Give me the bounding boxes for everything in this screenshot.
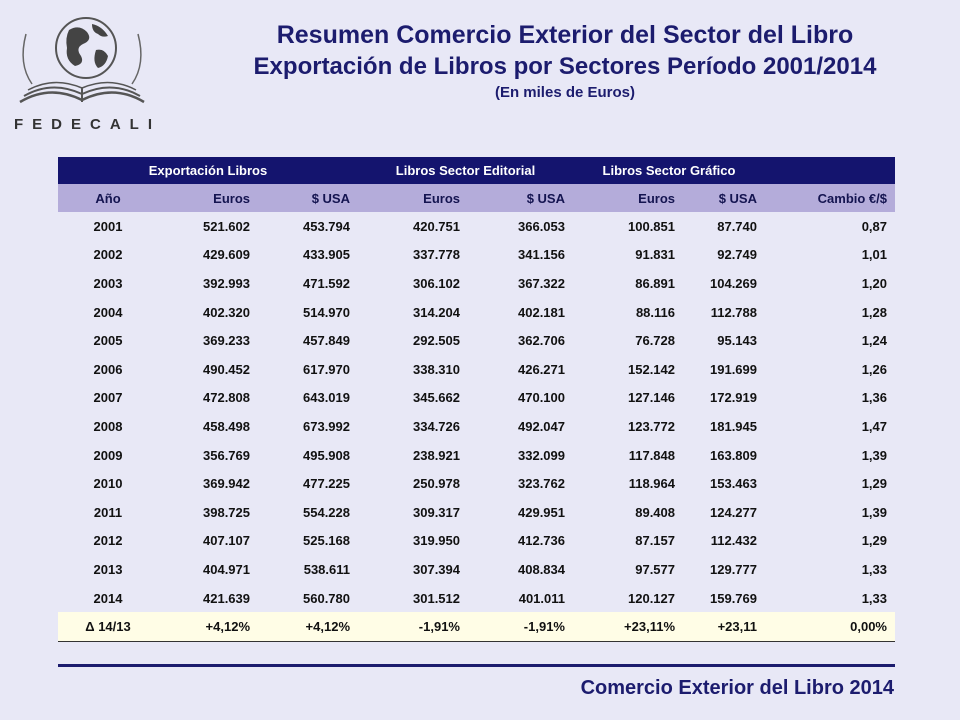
year-cell: 2014	[93, 590, 123, 606]
value-cell: 345.662	[413, 390, 460, 406]
value-cell: 404.971	[203, 561, 250, 577]
value-cell: 307.394	[413, 561, 460, 577]
value-cell: 89.408	[635, 504, 675, 520]
value-cell: 123.772	[628, 418, 675, 434]
value-cell: 97.577	[635, 561, 675, 577]
value-cell: 356.769	[203, 447, 250, 463]
value-cell: 129.777	[710, 561, 757, 577]
value-cell: 87.740	[717, 218, 757, 234]
year-cell: 2008	[93, 418, 123, 434]
value-cell: 429.951	[518, 504, 565, 520]
value-cell: 334.726	[413, 418, 460, 434]
value-cell: 250.978	[413, 476, 460, 492]
year-cell: 2013	[93, 561, 123, 577]
value-cell: 86.891	[635, 275, 675, 291]
table-row	[58, 498, 895, 527]
group-header-cell: Libros Sector Editorial	[358, 157, 573, 184]
table-row	[58, 441, 895, 470]
value-cell: 402.181	[518, 304, 565, 320]
value-cell: 560.780	[303, 590, 350, 606]
year-cell: 2007	[93, 390, 123, 406]
logo-text: FEDECALI	[14, 116, 161, 133]
value-cell: 87.157	[635, 533, 675, 549]
table-body	[58, 212, 895, 612]
column-header: Euros	[573, 184, 683, 212]
value-cell: 492.047	[518, 418, 565, 434]
title-line-3: (En miles de Euros)	[494, 84, 636, 101]
table-row	[58, 384, 895, 413]
table-row	[58, 555, 895, 584]
delta-cell: +23,11	[683, 612, 765, 641]
value-cell: 398.725	[203, 504, 250, 520]
value-cell: 426.271	[518, 361, 565, 377]
value-cell: 341.156	[518, 247, 565, 263]
delta-cell: +4,12%	[158, 612, 258, 641]
value-cell: 76.728	[635, 333, 675, 349]
footer-text: Comercio Exterior del Libro 2014	[580, 677, 894, 699]
value-cell: 127.146	[628, 390, 675, 406]
value-cell: 1,28	[861, 304, 887, 320]
value-cell: 152.142	[628, 361, 675, 377]
value-cell: 472.808	[203, 390, 250, 406]
value-cell: 421.639	[203, 590, 250, 606]
value-cell: 362.706	[518, 333, 565, 349]
value-cell: 92.749	[717, 247, 757, 263]
delta-cell: -1,91%	[358, 612, 468, 641]
fedecali-logo	[14, 10, 161, 135]
value-cell: 323.762	[518, 476, 565, 492]
value-cell: 159.769	[710, 590, 757, 606]
value-cell: 301.512	[413, 590, 460, 606]
table-row	[58, 212, 895, 241]
value-cell: 401.011	[518, 590, 565, 606]
delta-cell: 0,00%	[765, 612, 895, 641]
column-header-row	[58, 184, 895, 212]
value-cell: 1,39	[861, 504, 887, 520]
table-row	[58, 326, 895, 355]
delta-cell: +23,11%	[573, 612, 683, 641]
value-cell: 95.143	[717, 333, 757, 349]
value-cell: 673.992	[303, 418, 350, 434]
value-cell: 420.751	[413, 218, 460, 234]
delta-cell: Δ 14/13	[58, 612, 158, 641]
value-cell: 477.225	[303, 476, 350, 492]
column-header: Año	[58, 184, 158, 212]
value-cell: 124.277	[710, 504, 757, 520]
value-cell: 338.310	[413, 361, 460, 377]
value-cell: 366.053	[518, 218, 565, 234]
table-row	[58, 469, 895, 498]
value-cell: 514.970	[303, 304, 350, 320]
value-cell: 369.942	[203, 476, 250, 492]
value-cell: 1,24	[861, 333, 887, 349]
value-cell: 521.602	[203, 218, 250, 234]
value-cell: 309.317	[413, 504, 460, 520]
value-cell: 153.463	[710, 476, 757, 492]
value-cell: 643.019	[303, 390, 350, 406]
value-cell: 1,36	[861, 390, 887, 406]
column-header: $ USA	[468, 184, 573, 212]
column-header: Euros	[158, 184, 258, 212]
table-row	[58, 298, 895, 327]
year-cell: 2012	[93, 533, 123, 549]
value-cell: 120.127	[628, 590, 675, 606]
value-cell: 457.849	[303, 333, 350, 349]
value-cell: 172.919	[710, 390, 757, 406]
value-cell: 314.204	[413, 304, 460, 320]
page-title	[170, 20, 960, 104]
delta-cell: -1,91%	[468, 612, 573, 641]
export-table	[58, 157, 895, 642]
group-header-cell: Libros Sector Gráfico	[573, 157, 765, 184]
year-cell: 2009	[93, 447, 123, 463]
value-cell: 1,33	[861, 561, 887, 577]
delta-row	[58, 612, 895, 641]
value-cell: 1,33	[861, 590, 887, 606]
year-cell: 2010	[93, 476, 123, 492]
value-cell: 554.228	[303, 504, 350, 520]
value-cell: 471.592	[303, 275, 350, 291]
year-cell: 2003	[93, 275, 123, 291]
value-cell: 117.848	[628, 447, 675, 463]
value-cell: 163.809	[710, 447, 757, 463]
value-cell: 319.950	[413, 533, 460, 549]
value-cell: 369.233	[203, 333, 250, 349]
value-cell: 1,26	[861, 361, 887, 377]
column-header: Euros	[358, 184, 468, 212]
value-cell: 367.322	[518, 275, 565, 291]
table-row	[58, 412, 895, 441]
value-cell: 104.269	[710, 275, 757, 291]
value-cell: 617.970	[303, 361, 350, 377]
column-header: Cambio €/$	[765, 184, 895, 212]
group-header-row	[58, 157, 895, 184]
value-cell: 238.921	[413, 447, 460, 463]
title-line-1: Resumen Comercio Exterior del Sector del Libro	[276, 21, 854, 49]
year-cell: 2002	[93, 247, 123, 263]
year-cell: 2001	[93, 218, 123, 234]
table-row	[58, 584, 895, 613]
year-cell: 2011	[93, 504, 123, 520]
value-cell: 1,29	[861, 533, 887, 549]
value-cell: 392.993	[203, 275, 250, 291]
value-cell: 112.788	[710, 304, 757, 320]
value-cell: 490.452	[203, 361, 250, 377]
table-row	[58, 269, 895, 298]
title-line-2: Exportación de Libros por Sectores Período 2001/2014	[253, 53, 877, 80]
table-row	[58, 241, 895, 270]
value-cell: 181.945	[710, 418, 757, 434]
value-cell: 1,01	[861, 247, 887, 263]
table-bottom-rule	[58, 641, 895, 642]
table-row	[58, 527, 895, 556]
value-cell: 100.851	[628, 218, 675, 234]
group-header-cell	[765, 157, 895, 184]
value-cell: 1,39	[861, 447, 887, 463]
value-cell: 306.102	[413, 275, 460, 291]
value-cell: 91.831	[635, 247, 675, 263]
value-cell: 1,47	[861, 418, 887, 434]
value-cell: 118.964	[628, 476, 675, 492]
value-cell: 88.116	[635, 304, 675, 320]
value-cell: 292.505	[413, 333, 460, 349]
value-cell: 433.905	[303, 247, 350, 263]
value-cell: 453.794	[303, 218, 350, 234]
column-header: $ USA	[683, 184, 765, 212]
year-cell: 2004	[93, 304, 123, 320]
value-cell: 525.168	[303, 533, 350, 549]
value-cell: 402.320	[203, 304, 250, 320]
column-header: $ USA	[258, 184, 358, 212]
year-cell: 2006	[93, 361, 123, 377]
value-cell: 0,87	[861, 218, 887, 234]
value-cell: 191.699	[710, 361, 757, 377]
value-cell: 495.908	[303, 447, 350, 463]
group-header-cell: Exportación Libros	[58, 157, 358, 184]
value-cell: 112.432	[710, 533, 757, 549]
value-cell: 1,29	[861, 476, 887, 492]
value-cell: 332.099	[518, 447, 565, 463]
footer-divider	[58, 664, 895, 667]
value-cell: 429.609	[203, 247, 250, 263]
value-cell: 1,20	[861, 275, 887, 291]
globe-open-book-icon	[14, 10, 154, 115]
value-cell: 412.736	[518, 533, 565, 549]
value-cell: 407.107	[203, 533, 250, 549]
delta-cell: +4,12%	[258, 612, 358, 641]
year-cell: 2005	[93, 333, 123, 349]
value-cell: 538.611	[303, 561, 350, 577]
value-cell: 337.778	[413, 247, 460, 263]
table-row	[58, 355, 895, 384]
value-cell: 470.100	[518, 390, 565, 406]
value-cell: 408.834	[518, 561, 565, 577]
value-cell: 458.498	[203, 418, 250, 434]
